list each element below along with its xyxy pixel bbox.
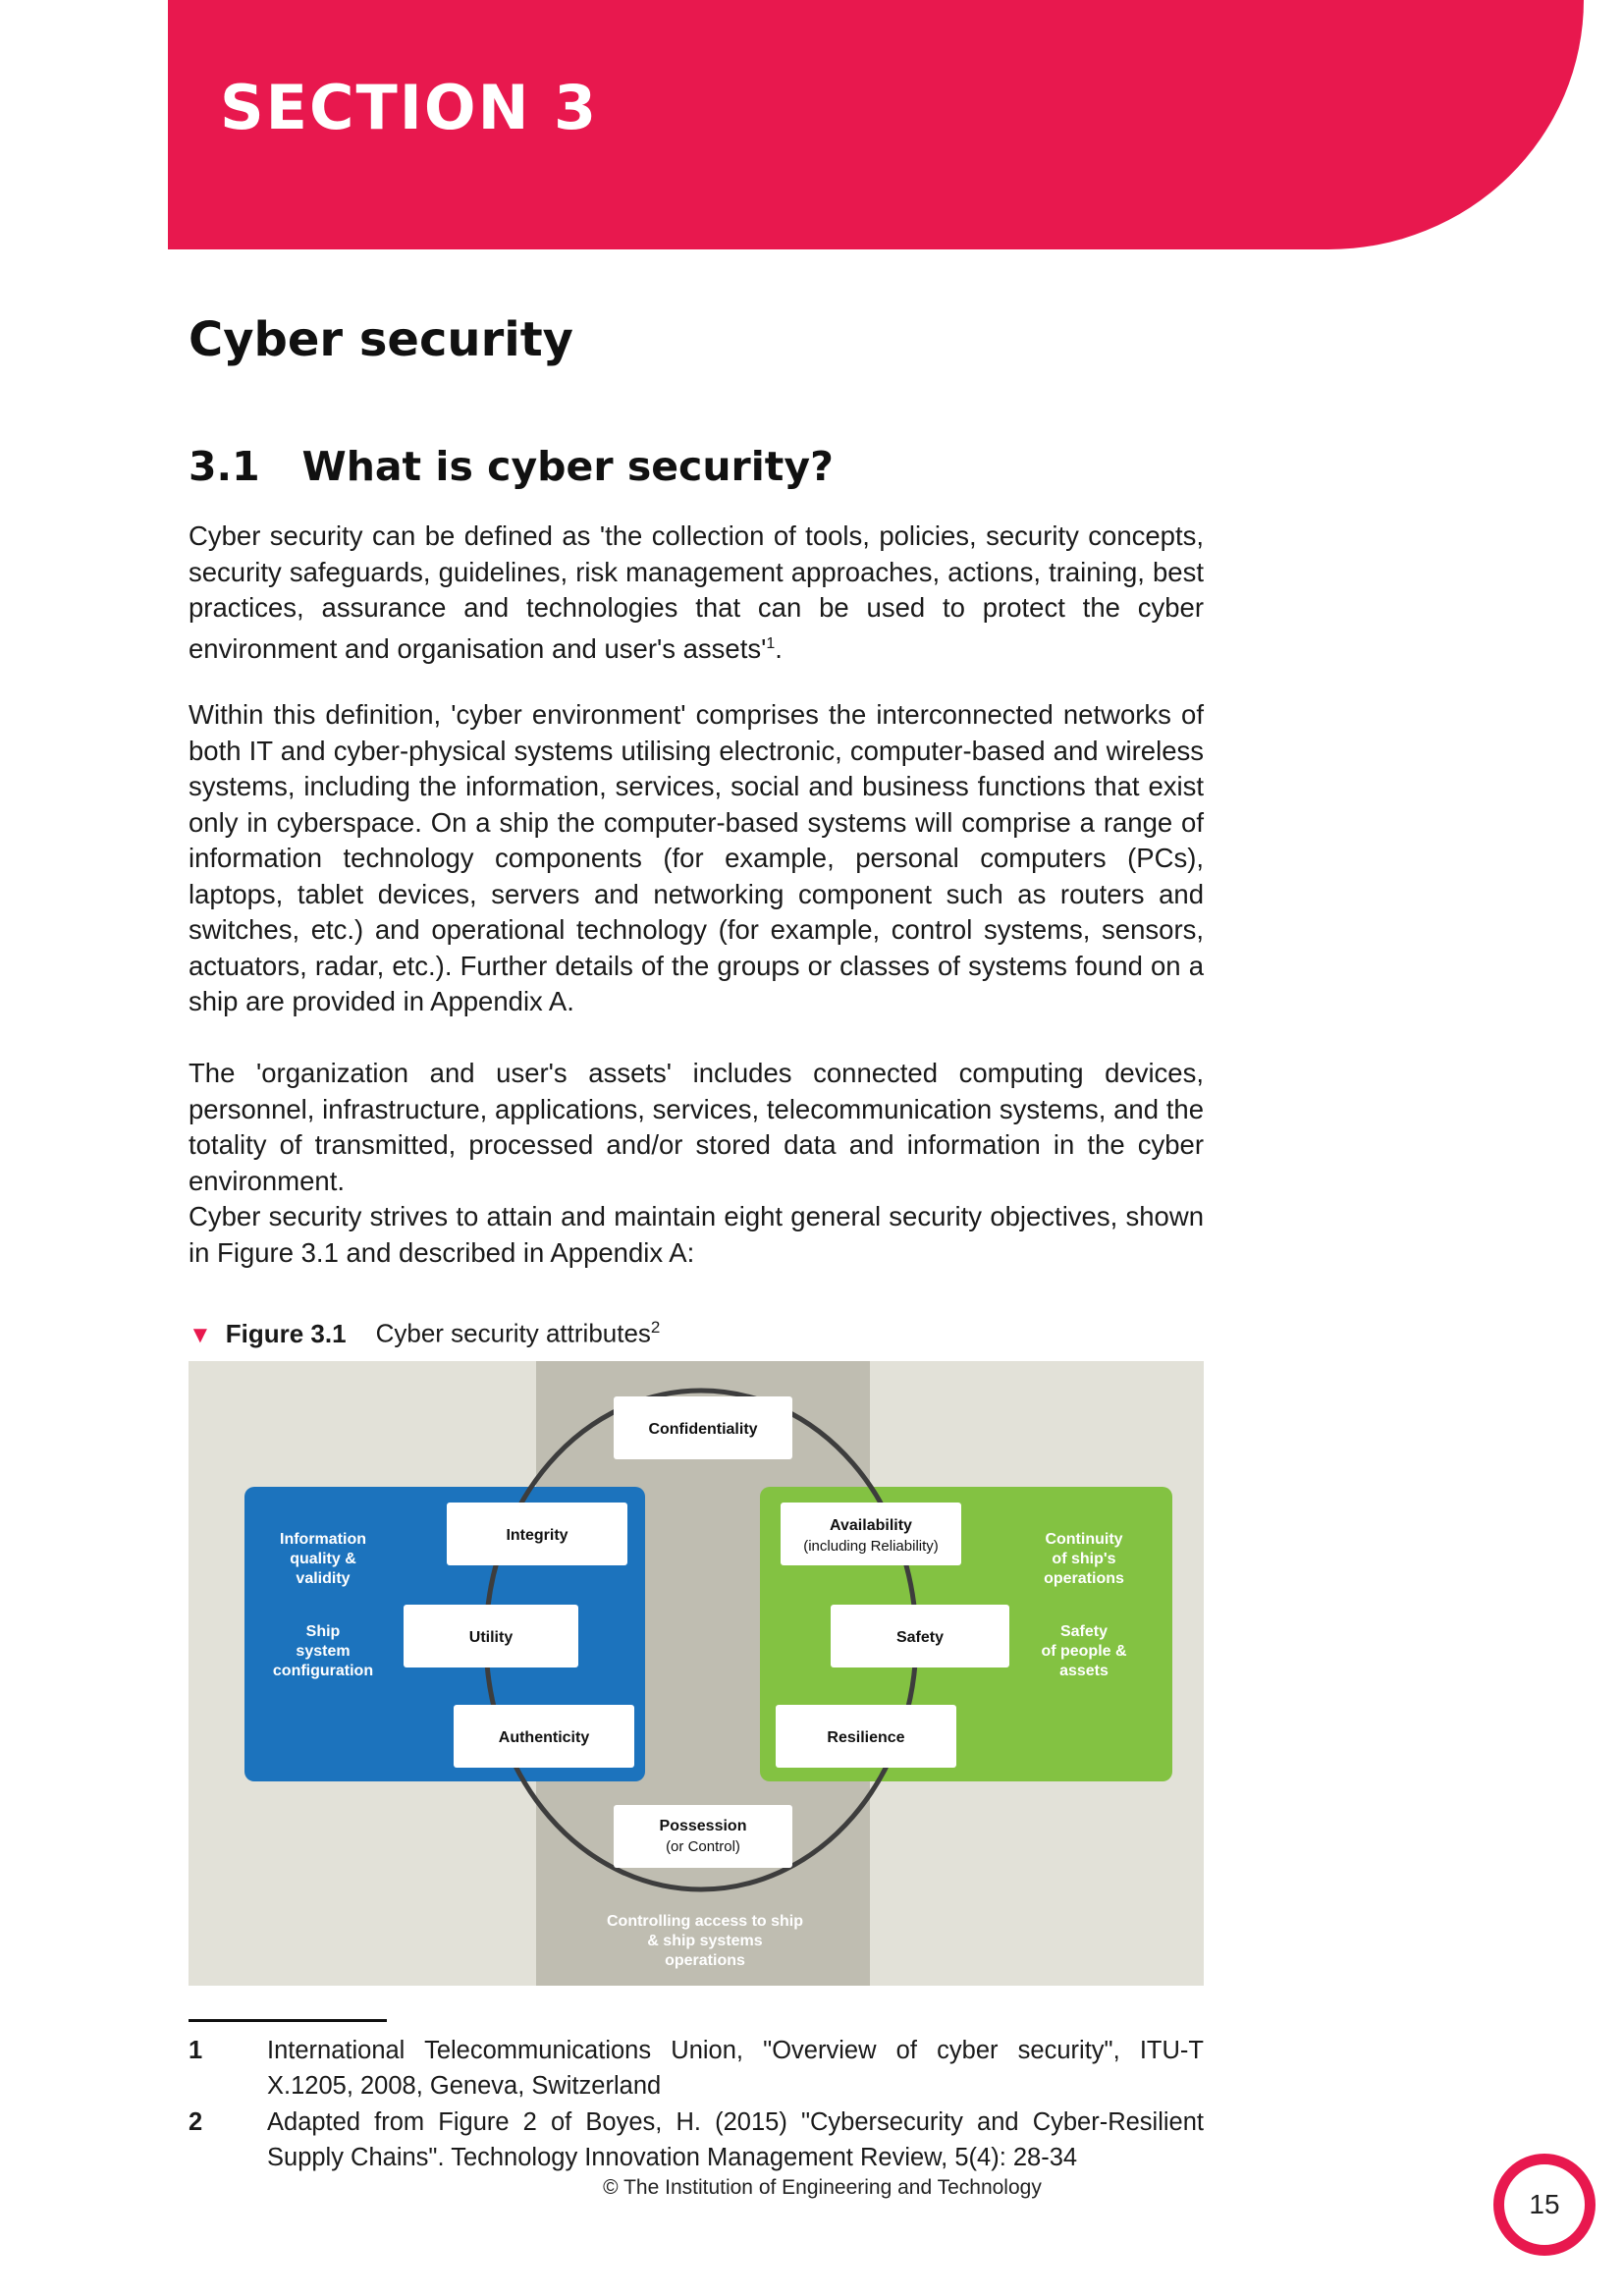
blue-label-ship-config-2: system — [296, 1643, 351, 1660]
copyright-notice: © The Institution of Engineering and Technology — [603, 2176, 1042, 2199]
cyber-security-attributes-figure — [189, 1361, 1204, 1986]
paragraph-assets: The 'organization and user's assets' includes connected computing devices, personnel, infrastructure, applications, services, telecommunication systems, and the totality of transmitted, processed and/or stored data and information in the cyber environment. — [189, 1058, 1204, 1196]
section-label: SECTION 3 — [220, 72, 599, 143]
subsection-heading — [189, 440, 834, 493]
attr-utility — [404, 1605, 578, 1667]
footnote-ref-2: 2 — [650, 1318, 661, 1337]
footnote-1-text: International Telecommunications Union, "Overview of cyber security", ITU-T X.1205, 2008, Geneva, Switzerland — [267, 2037, 1204, 2100]
footnote-1-number: 1 — [189, 2037, 203, 2064]
blue-label-ship-config-3: configuration — [272, 1663, 374, 1679]
paragraph-definition-end: . — [775, 632, 783, 664]
subsection-number: 3.1 — [189, 443, 260, 490]
blue-label-ship-config-1: Ship — [305, 1623, 341, 1640]
svg-text:Confidentiality: Confidentiality — [648, 1421, 758, 1438]
subsection-title: What is cyber security? — [301, 443, 834, 490]
green-label-safety-people-2: of people & — [1041, 1643, 1127, 1660]
footnote-2-number: 2 — [189, 2108, 203, 2136]
blue-label-info-quality-3: validity — [296, 1570, 351, 1587]
svg-text:Availability: Availability — [830, 1517, 912, 1534]
svg-text:Authenticity: Authenticity — [498, 1729, 590, 1746]
green-label-continuity-2: of ship's — [1052, 1551, 1116, 1567]
svg-text:(or Control): (or Control) — [666, 1838, 740, 1855]
footnote-2 — [189, 2105, 1204, 2175]
footnote-ref-1: 1 — [766, 634, 776, 652]
green-label-continuity-3: operations — [1044, 1570, 1124, 1587]
svg-text:Integrity: Integrity — [506, 1527, 568, 1544]
caption-marker-icon: ▼ — [189, 1321, 212, 1348]
green-label-safety-people-1: Safety — [1059, 1623, 1109, 1640]
page-number-text: 15 — [1529, 2189, 1560, 2219]
grey-label-1: Controlling access to ship — [606, 1913, 804, 1930]
svg-text:Possession: Possession — [659, 1818, 747, 1834]
attr-authenticity — [454, 1705, 634, 1768]
svg-text:Resilience: Resilience — [827, 1729, 905, 1746]
svg-text:Utility: Utility — [468, 1629, 514, 1646]
attr-integrity — [447, 1503, 627, 1565]
figure-caption — [189, 1310, 660, 1353]
page-number — [1493, 2154, 1596, 2256]
figure-caption-text: Cyber security attributes — [375, 1318, 651, 1348]
paragraph-cyber-environment: Within this definition, 'cyber environment' comprises the interconnected networks of both IT and cyber-physical systems utilising electronic, computer-based and wireless systems, including the information, services, social and business functions that exist only in cyberspace. On a ship the computer-based systems will comprise a range of information technology components (for example, personal computers (PCs), laptops, tablet devices, servers and networking component such as routers and switches, etc.) and operational technology (for example, control systems, sensors, actuators, radar, etc.). Further details of the groups or classes of systems found on a ship are provided in Appendix A. — [189, 699, 1204, 1016]
grey-label-2: & ship systems — [647, 1933, 763, 1949]
footnote-1 — [189, 2033, 1204, 2104]
green-label-safety-people-3: assets — [1059, 1663, 1109, 1679]
paragraph-objectives: Cyber security strives to attain and maintain eight general security objectives, shown in Figure 3.1 and described in Appendix A: — [189, 1201, 1204, 1268]
attr-safety — [831, 1605, 1009, 1667]
footnote-2-text: Adapted from Figure 2 of Boyes, H. (2015) "Cybersecurity and Cyber-Resilient Supply Chains". Technology Innovation Management Review, 5(4): 28-34 — [267, 2108, 1204, 2171]
attr-availability — [781, 1503, 961, 1565]
attr-confidentiality — [614, 1396, 792, 1459]
svg-text:Safety: Safety — [895, 1629, 945, 1646]
paragraph-definition-text: Cyber security can be defined as 'the collection of tools, policies, security concepts, security safeguards, guidelines, risk management approaches, actions, training, best practices, assurance and technologies that can be used to protect the cyber environment and organisation and user's assets' — [189, 520, 1204, 664]
footnote-divider — [189, 2019, 387, 2022]
attr-possession — [614, 1805, 792, 1868]
svg-text:(including Reliability): (including Reliability) — [803, 1538, 939, 1555]
figure-number: Figure 3.1 — [225, 1318, 347, 1348]
paragraph-definition — [189, 519, 1204, 667]
green-label-continuity-1: Continuity — [1045, 1531, 1123, 1548]
page-title: Cyber security — [189, 312, 573, 367]
blue-label-info-quality-2: quality & — [290, 1551, 356, 1567]
blue-label-info-quality-1: Information — [280, 1531, 366, 1548]
grey-label-3: operations — [665, 1952, 745, 1969]
attr-resilience — [776, 1705, 956, 1768]
